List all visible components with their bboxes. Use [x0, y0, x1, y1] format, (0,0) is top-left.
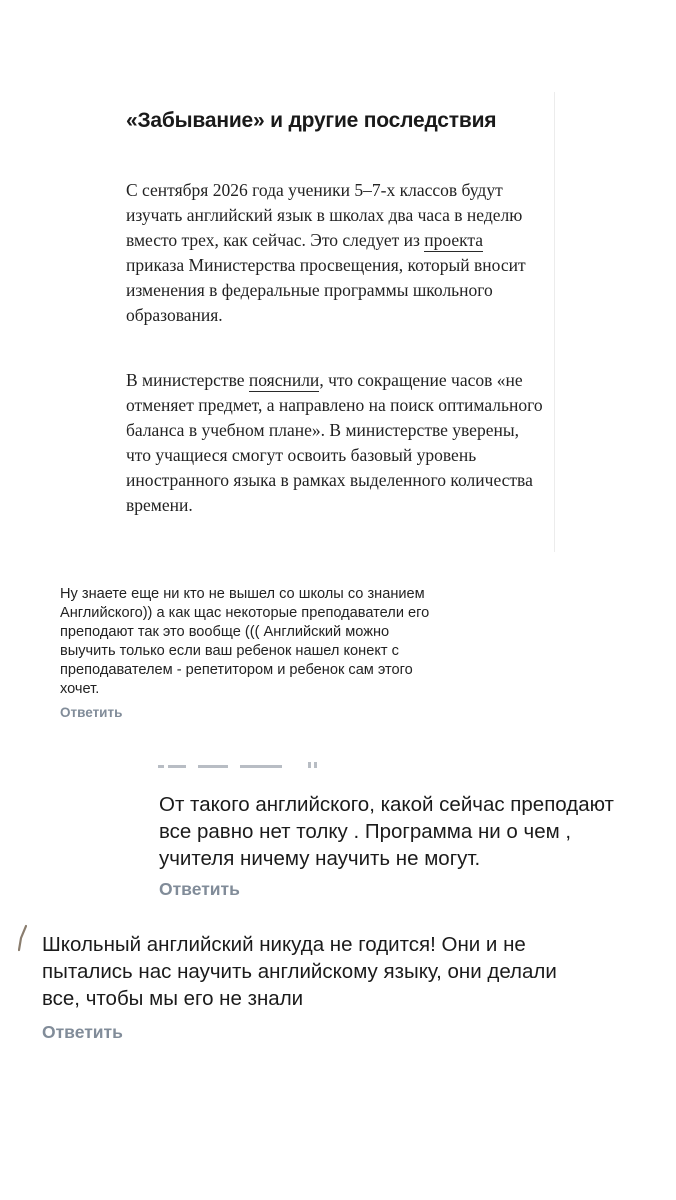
comment-3-text: Школьный английский никуда не годится! Они и не пытались нас научить английскому языку, они делали все, чтобы мы его не знали: [42, 933, 557, 1010]
article-paragraph-2-text-b: , что сокращение часов «не отменяет предмет, а направлено на поиск оптимального баланса в учебном плане». В министерстве уверены, что учащиеся смогут освоить базовый уровень иностранного языка в рамках выделенного количества времени.: [126, 370, 543, 515]
article-paragraph-2-text-a: В министерстве: [126, 370, 249, 390]
article-paragraph-1-text-b: приказа Министерства просвещения, который вносит изменения в федеральные программы школьного образования.: [126, 255, 526, 325]
article-link-project[interactable]: проекта: [424, 230, 484, 250]
article-title: «Забывание» и другие последствия: [126, 109, 497, 132]
comment-1: [48, 576, 448, 726]
comment-1-text: Ну знаете еще ни кто не вышел со школы со знанием Английского)) а как щас некоторые преподаватели его преподают так это вообще ((( Английский можно выучить только если ваш ребенок нашел конект с преподавателем - репетитором и ребенок сам этого хочет.: [60, 586, 430, 697]
article-paragraph-1-text-a: С сентября 2026 года ученики 5–7-х классов будут изучать английский язык в школах два часа в неделю вместо трех, как сейчас. Это следует из: [126, 180, 523, 250]
article-paragraph-1: [126, 178, 544, 328]
comment-2: [150, 770, 640, 910]
comment-2-text: От такого английского, какой сейчас преподают все равно нет толку . Программа ни о чем , учителя ничему научить не могут.: [159, 793, 614, 870]
comment-3-reply-button[interactable]: Ответить: [42, 1022, 123, 1042]
article-paragraph-2: [126, 368, 544, 518]
cropped-author-line: [158, 762, 338, 774]
comment-2-reply-button[interactable]: Ответить: [159, 879, 240, 899]
comment-1-reply-button[interactable]: Ответить: [60, 705, 123, 720]
article-card: [112, 92, 555, 552]
comment-3: [18, 914, 568, 1054]
avatar-edge-icon: [18, 924, 27, 952]
article-link-explained[interactable]: пояснили: [248, 370, 320, 390]
